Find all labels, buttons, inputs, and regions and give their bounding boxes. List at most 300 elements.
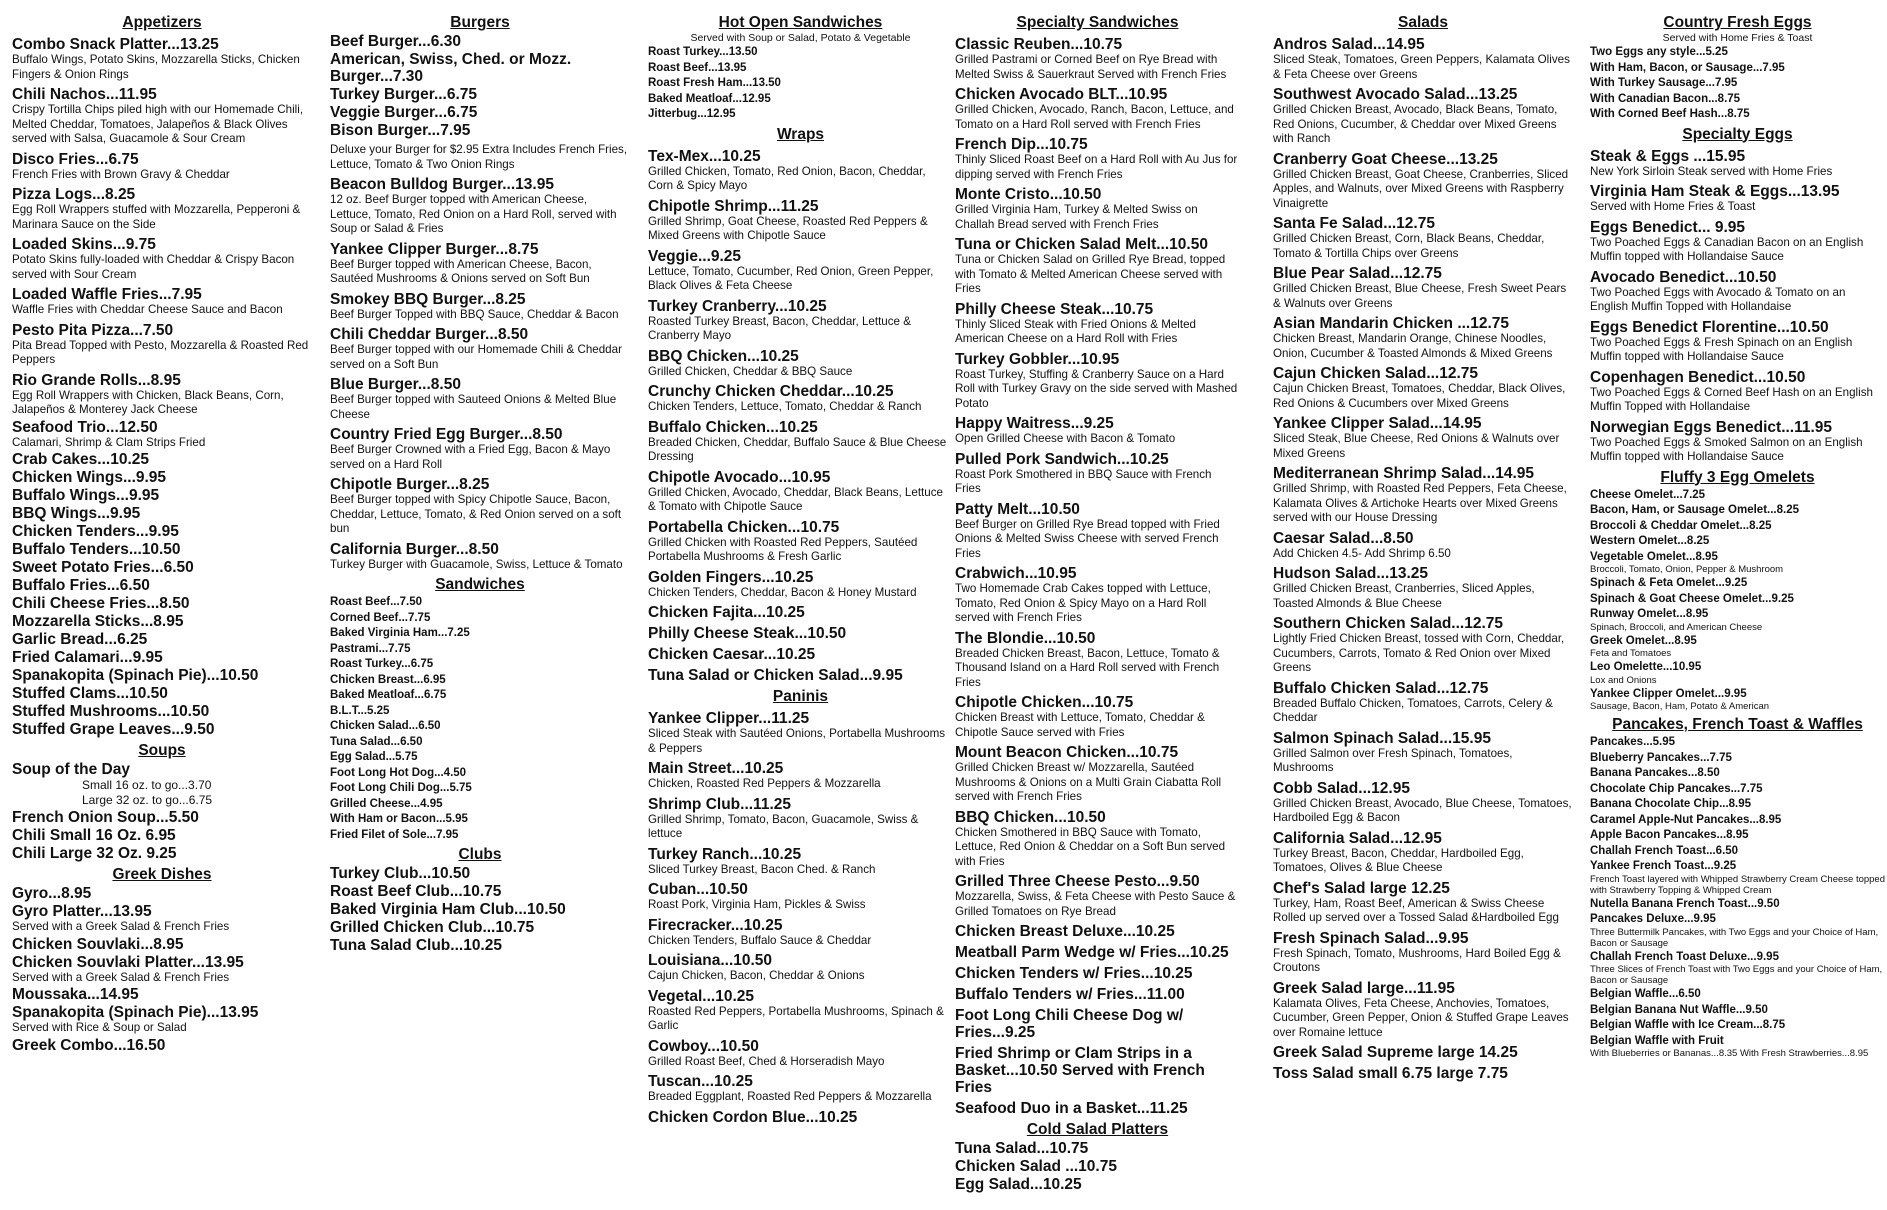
menu-item bbox=[1590, 797, 1885, 812]
menu-item-name: Tuna Salad Club...10.25 bbox=[330, 937, 502, 954]
menu-item bbox=[1590, 592, 1885, 607]
menu-item-description: Roast Pork, Virginia Ham, Pickles & Swiss bbox=[648, 898, 866, 911]
menu-item-name: Greek Salad Supreme large 14.25 bbox=[1273, 1044, 1518, 1061]
menu-item-description: Turkey Burger with Guacamole, Swiss, Lettuce & Tomato bbox=[330, 557, 623, 571]
section-title: Specialty Sandwiches bbox=[1016, 14, 1179, 31]
menu-item bbox=[955, 86, 1240, 132]
menu-item-description: Lightly Fried Chicken Breast, tossed with Corn, Cheddar, Cucumbers, Carrots, Tomato & Red Onion over Mixed Greens bbox=[1273, 632, 1565, 674]
menu-item bbox=[330, 797, 630, 812]
menu-item bbox=[12, 487, 312, 504]
menu-item bbox=[1590, 503, 1885, 518]
menu-item bbox=[955, 1045, 1240, 1096]
menu-item-name: Foot Long Chili Dog...5.75 bbox=[330, 782, 472, 794]
menu-item-name: Belgian Banana Nut Waffle...9.50 bbox=[1590, 1003, 1768, 1016]
menu-item-name: Virginia Ham Steak & Eggs...13.95 bbox=[1590, 183, 1840, 200]
menu-item bbox=[12, 721, 312, 738]
menu-item-name: Roast Turkey...6.75 bbox=[330, 658, 434, 670]
menu-item bbox=[12, 761, 312, 778]
menu-item-name: Chipotle Burger...8.25 bbox=[330, 476, 490, 493]
menu-item-name: Veggie...9.25 bbox=[648, 247, 742, 265]
menu-section bbox=[648, 126, 953, 685]
menu-item bbox=[1273, 980, 1573, 1041]
menu-item-name: Norwegian Eggs Benedict...11.95 bbox=[1590, 418, 1833, 436]
menu-item bbox=[1273, 830, 1573, 876]
menu-item-name: Greek Omelet...8.95 bbox=[1590, 634, 1697, 647]
menu-item-name: With Canadian Bacon...8.75 bbox=[1590, 92, 1741, 105]
menu-item bbox=[1590, 534, 1885, 549]
menu-item bbox=[12, 613, 312, 630]
menu-item-name: Baked Virginia Ham Club...10.50 bbox=[330, 901, 566, 918]
menu-item-description: Grilled Pastrami or Corned Beef on Rye Bread with Melted Swiss & Sauerkraut Served with French Fries bbox=[955, 53, 1227, 81]
menu-item-name: Buffalo Tenders...10.50 bbox=[12, 541, 181, 558]
menu-item bbox=[1590, 550, 1885, 576]
menu-item-name: Chicken Avocado BLT...10.95 bbox=[955, 86, 1168, 103]
menu-item-name: Belgian Waffle with Ice Cream...8.75 bbox=[1590, 1019, 1786, 1031]
menu-item-name: Turkey Cranberry...10.25 bbox=[648, 297, 827, 315]
menu-item-description: Breaded Buffalo Chicken, Tomatoes, Carrots, Celery & Cheddar bbox=[1273, 696, 1553, 724]
menu-column-5 bbox=[1273, 10, 1573, 1082]
menu-item bbox=[330, 883, 630, 900]
menu-item-name: Eggs Benedict... 9.95 bbox=[1590, 218, 1746, 236]
menu-section bbox=[330, 846, 630, 954]
section-title: Hot Open Sandwiches bbox=[718, 14, 883, 31]
menu-item bbox=[330, 642, 630, 657]
menu-item bbox=[330, 241, 630, 287]
menu-item-name: Meatball Parm Wedge w/ Fries...10.25 bbox=[955, 944, 1229, 961]
menu-item bbox=[1273, 315, 1573, 361]
menu-item bbox=[1590, 607, 1885, 633]
menu-item-name: Pancakes...5.95 bbox=[1590, 736, 1676, 748]
menu-item-name: Apple Bacon Pancakes...8.95 bbox=[1590, 829, 1749, 841]
menu-item-name: Grilled Three Cheese Pesto...9.50 bbox=[955, 873, 1200, 890]
menu-item-name: Chef's Salad large 12.25 bbox=[1273, 879, 1450, 897]
section-title: Pancakes, French Toast & Waffles bbox=[1612, 716, 1863, 733]
menu-item-description: Buffalo Wings, Potato Skins, Mozzarella Sticks, Chicken Fingers & Onion Rings bbox=[12, 53, 300, 81]
menu-item bbox=[1590, 107, 1885, 122]
menu-item bbox=[12, 667, 312, 684]
section-title: Clubs bbox=[458, 846, 502, 863]
menu-item-name: With Corned Beef Hash...8.75 bbox=[1590, 108, 1750, 120]
menu-item bbox=[12, 986, 312, 1003]
section-title: Cold Salad Platters bbox=[1026, 1121, 1169, 1138]
menu-item-description: French Fries with Brown Gravy & Cheddar bbox=[12, 167, 230, 181]
menu-item bbox=[330, 611, 630, 626]
menu-item bbox=[955, 36, 1240, 82]
menu-section bbox=[330, 143, 630, 572]
menu-item-name: California Salad...12.95 bbox=[1273, 829, 1442, 847]
menu-item-name: Leo Omelette...10.95 bbox=[1590, 661, 1702, 673]
menu-item bbox=[648, 881, 953, 913]
menu-item-name: Main Street...10.25 bbox=[648, 760, 784, 777]
menu-item-name: Bison Burger...7.95 bbox=[330, 122, 471, 139]
menu-item-name: Veggie Burger...6.75 bbox=[330, 104, 478, 121]
menu-item bbox=[648, 796, 953, 842]
menu-item-description: Add Chicken 4.5- Add Shrimp 6.50 bbox=[1273, 546, 1451, 560]
menu-item bbox=[12, 541, 312, 558]
menu-item bbox=[955, 186, 1240, 232]
menu-item-name: Roast Fresh Ham...13.50 bbox=[648, 77, 781, 89]
section-title: Appetizers bbox=[122, 14, 202, 31]
menu-item bbox=[648, 988, 953, 1034]
menu-item-name: Portabella Chicken...10.75 bbox=[648, 518, 840, 536]
menu-item-description: Two Homemade Crab Cakes topped with Lettuce, Tomato, Red Onion & Spicy Mayo on a Hard Roll served with French Fries bbox=[955, 582, 1211, 624]
menu-item bbox=[330, 750, 630, 765]
menu-column-2 bbox=[330, 10, 630, 954]
menu-item-name: Classic Reuben...10.75 bbox=[955, 36, 1123, 53]
menu-item-description: Waffle Fries with Cheddar Cheese Sauce and Bacon bbox=[12, 303, 283, 316]
menu-item-name: Loaded Waffle Fries...7.95 bbox=[12, 286, 202, 303]
menu-item-name: Sweet Potato Fries...6.50 bbox=[12, 559, 194, 576]
menu-item-description: Grilled Chicken with Roasted Red Peppers, Sautéed Portabella Mushrooms & Fresh Garlic bbox=[648, 535, 918, 563]
menu-item-name: Moussaka...14.95 bbox=[12, 986, 139, 1003]
menu-item-description: Cajun Chicken, Bacon, Cheddar & Onions bbox=[648, 969, 865, 982]
menu-item bbox=[1273, 1044, 1573, 1061]
menu-item bbox=[330, 541, 630, 573]
menu-item bbox=[330, 176, 630, 237]
menu-item-description: Grilled Chicken Breast, Goat Cheese, Cranberries, Sliced Apples, and Walnuts, over Mixed Greens with Raspberry Vinaigrette bbox=[1273, 167, 1569, 210]
menu-item-name: Baked Meatloaf...6.75 bbox=[330, 689, 447, 701]
menu-item bbox=[955, 986, 1240, 1003]
menu-item bbox=[12, 236, 312, 282]
menu-item bbox=[955, 501, 1240, 562]
menu-item-name: Cranberry Goat Cheese...13.25 bbox=[1273, 150, 1498, 168]
section-title: Sandwiches bbox=[435, 576, 525, 593]
menu-item-name: Cajun Chicken Salad...12.75 bbox=[1273, 365, 1479, 382]
menu-item-description: Pita Bread Topped with Pesto, Mozzarella & Roasted Red Peppers bbox=[12, 338, 309, 366]
menu-item bbox=[955, 694, 1240, 740]
menu-item bbox=[1590, 950, 1885, 987]
menu-item-name: With Ham or Bacon...5.95 bbox=[330, 813, 468, 825]
menu-item-name: Bacon, Ham, or Sausage Omelet...8.25 bbox=[1590, 504, 1799, 516]
menu-item-description: Mozzarella, Swiss, & Feta Cheese with Pesto Sauce & Grilled Tomatoes on Rye Bread bbox=[955, 890, 1236, 918]
menu-item bbox=[330, 51, 630, 85]
menu-item-description: French Toast layered with Whipped Strawberry Cream Cheese topped with Strawberry Topping & Whipped Cream bbox=[1590, 873, 1885, 896]
menu-item-name: Blue Burger...8.50 bbox=[330, 376, 461, 393]
menu-item bbox=[1590, 813, 1885, 828]
menu-item bbox=[1590, 45, 1885, 60]
menu-item-description: Grilled Shrimp, Tomato, Bacon, Guacamole, Swiss & lettuce bbox=[648, 812, 919, 840]
menu-item-name: Avocado Benedict...10.50 bbox=[1590, 268, 1777, 286]
menu-item bbox=[1273, 465, 1573, 526]
menu-item bbox=[330, 828, 630, 843]
menu-item-description: Crispy Tortilla Chips piled high with our Homemade Chili, Melted Cheddar, Tomatoes, Jalapeños & Black Olives served with Salsa, Guacamole & Sour Cream bbox=[12, 103, 304, 145]
menu-item bbox=[330, 937, 630, 954]
menu-item bbox=[330, 812, 630, 827]
menu-item-name: Gyro Platter...13.95 bbox=[12, 903, 152, 920]
menu-item bbox=[648, 469, 953, 515]
menu-item-name: Roast Beef...7.50 bbox=[330, 596, 423, 608]
menu-item bbox=[648, 1038, 953, 1070]
menu-item-description: Roasted Red Peppers, Portabella Mushrooms, Spinach & Garlic bbox=[648, 1004, 944, 1032]
menu-item bbox=[330, 865, 630, 882]
menu-item-name: Steak & Eggs ...15.95 bbox=[1590, 147, 1746, 165]
menu-item bbox=[12, 595, 312, 612]
menu-item-description: Served with a Greek Salad & French Fries bbox=[12, 920, 230, 933]
menu-item-name: Vegetable Omelet...8.95 bbox=[1590, 550, 1718, 563]
menu-item-description: Beef Burger topped with American Cheese, Bacon, Sautéed Mushrooms & Onions served on Soft Bun bbox=[330, 257, 592, 285]
menu-item-name: Firecracker...10.25 bbox=[648, 916, 783, 934]
menu-item-description: Two Poached Eggs & Smoked Salmon on an English Muffin topped with Hollandaise Sauce bbox=[1590, 435, 1863, 463]
menu-item bbox=[1273, 615, 1573, 676]
menu-item-description: Served with a Greek Salad & French Fries bbox=[12, 970, 230, 984]
menu-item-name: Stuffed Grape Leaves...9.50 bbox=[12, 721, 215, 738]
menu-item-name: Spanakopita (Spinach Pie)...10.50 bbox=[12, 667, 259, 684]
menu-item-name: BBQ Wings...9.95 bbox=[12, 505, 141, 522]
menu-item bbox=[12, 954, 312, 986]
menu-item-name: Buffalo Tenders w/ Fries...11.00 bbox=[955, 986, 1185, 1003]
menu-item-name: Chipotle Shrimp...11.25 bbox=[648, 197, 819, 215]
menu-item bbox=[330, 326, 630, 372]
menu-item-name: Pesto Pita Pizza...7.50 bbox=[12, 321, 174, 339]
menu-item-name: Andros Salad...14.95 bbox=[1273, 36, 1425, 53]
menu-item bbox=[12, 286, 312, 318]
menu-item bbox=[1590, 660, 1885, 686]
menu-item bbox=[12, 559, 312, 576]
menu-item-description: Grilled Chicken, Tomato, Red Onion, Bacon, Cheddar, Corn & Spicy Mayo bbox=[648, 164, 926, 192]
menu-item-name: Runway Omelet...8.95 bbox=[1590, 608, 1709, 620]
menu-item-description: Grilled Chicken Breast, Cranberries, Sliced Apples, Toasted Almonds & Blue Cheese bbox=[1273, 582, 1535, 610]
menu-item-description: Chicken Breast with Lettuce, Tomato, Cheddar & Chipotle Sauce served with Fries bbox=[955, 711, 1205, 739]
menu-item-name: Belgian Waffle with Fruit bbox=[1590, 1034, 1724, 1047]
menu-item-name: Chili Cheddar Burger...8.50 bbox=[330, 326, 529, 343]
menu-item-name: Fresh Spinach Salad...9.95 bbox=[1273, 929, 1469, 947]
menu-item-description: Calamari, Shrimp & Clam Strips Fried bbox=[12, 435, 206, 449]
menu-item-description: Roast Turkey, Stuffing & Cranberry Sauce on a Hard Roll with Turkey Gravy on the side served with Mashed Potato bbox=[955, 367, 1238, 410]
menu-item-name: Challah French Toast Deluxe...9.95 bbox=[1590, 950, 1779, 963]
menu-item-name: Buffalo Fries...6.50 bbox=[12, 577, 150, 594]
menu-item-name: Roast Turkey...13.50 bbox=[648, 46, 758, 58]
menu-item-description: Thinly Sliced Steak with Fried Onions & Melted American Cheese on a Hard Roll with Fries bbox=[955, 317, 1196, 345]
menu-item bbox=[330, 719, 630, 734]
menu-item-description: Grilled Chicken Breast, Corn, Black Beans, Cheddar, Tomato & Tortilla Chips over Greens bbox=[1273, 232, 1545, 260]
menu-item-name: Pancakes Deluxe...9.95 bbox=[1590, 913, 1716, 925]
menu-item-description: Two Poached Eggs & Fresh Spinach on an English Muffin topped with Hollandaise Sauce bbox=[1590, 335, 1853, 363]
menu-item bbox=[1590, 912, 1885, 949]
menu-item-name: Yankee French Toast...9.25 bbox=[1590, 860, 1737, 872]
menu-item-name: Yankee Clipper Omelet...9.95 bbox=[1590, 687, 1747, 700]
menu-item bbox=[1273, 565, 1573, 611]
menu-item bbox=[330, 476, 630, 537]
section-subtitle: Served with Home Fries & Toast bbox=[1662, 32, 1813, 44]
menu-item bbox=[1273, 365, 1573, 411]
menu-item bbox=[12, 577, 312, 594]
menu-item bbox=[12, 827, 312, 844]
menu-item bbox=[648, 604, 953, 621]
menu-item-name: Spanakopita (Spinach Pie)...13.95 bbox=[12, 1004, 259, 1021]
menu-item-name: Grilled Chicken Club...10.75 bbox=[330, 919, 535, 936]
menu-item bbox=[955, 136, 1240, 182]
menu-item bbox=[648, 625, 953, 642]
menu-item bbox=[648, 519, 953, 565]
menu-item bbox=[1273, 265, 1573, 311]
menu-item-name: Toss Salad small 6.75 large 7.75 bbox=[1273, 1065, 1508, 1082]
menu-item-name: Stuffed Clams...10.50 bbox=[12, 685, 168, 702]
menu-item-name: Chicken Breast Deluxe...10.25 bbox=[955, 923, 1175, 940]
menu-item-name: Blueberry Pancakes...7.75 bbox=[1590, 751, 1732, 764]
menu-item bbox=[12, 451, 312, 468]
menu-item-description: New York Sirloin Steak served with Home Fries bbox=[1590, 164, 1833, 178]
menu-section bbox=[955, 1121, 1240, 1193]
menu-item-description: Turkey, Ham, Roast Beef, American & Swiss Cheese Rolled up served over a Tossed Salad &Hardboiled Egg bbox=[1273, 896, 1559, 924]
menu-item bbox=[1590, 897, 1885, 912]
menu-item-name: Pastrami...7.75 bbox=[330, 642, 411, 655]
section-title: Soups bbox=[138, 742, 186, 759]
section-title: Wraps bbox=[776, 125, 825, 143]
menu-item-description: Egg Roll Wrappers stuffed with Mozzarella, Pepperoni & Marinara Sauce on the Side bbox=[12, 203, 301, 231]
menu-column-4 bbox=[955, 10, 1240, 1193]
menu-item bbox=[12, 649, 312, 666]
menu-item bbox=[330, 291, 630, 323]
menu-item bbox=[1273, 730, 1573, 776]
menu-item bbox=[1590, 76, 1885, 91]
menu-item bbox=[12, 1037, 312, 1054]
menu-item bbox=[648, 92, 953, 107]
menu-item bbox=[330, 426, 630, 472]
menu-item-description: Beef Burger topped with our Homemade Chili & Cheddar served on a Soft Bun bbox=[330, 343, 622, 371]
menu-item-description: Beef Burger topped with Sauteed Onions & Melted Blue Cheese bbox=[330, 393, 617, 421]
menu-item-name: Tuna Salad...6.50 bbox=[330, 735, 423, 748]
menu-item bbox=[955, 630, 1240, 691]
menu-item-name: Vegetal...10.25 bbox=[648, 987, 754, 1005]
section-title: Burgers bbox=[450, 14, 510, 31]
menu-item-name: Greek Salad large...11.95 bbox=[1273, 979, 1455, 997]
menu-item bbox=[12, 631, 312, 648]
menu-item bbox=[955, 923, 1240, 940]
menu-item bbox=[955, 1100, 1240, 1117]
menu-item-name: California Burger...8.50 bbox=[330, 540, 499, 558]
menu-item-description: Two Poached Eggs & Canadian Bacon on an English Muffin topped with Hollandaise Sauce bbox=[1590, 235, 1864, 263]
menu-item-description: Sliced Steak, Tomatoes, Green Peppers, Kalamata Olives & Feta Cheese over Greens bbox=[1273, 53, 1570, 81]
menu-item-name: Tuna or Chicken Salad Melt...10.50 bbox=[955, 236, 1208, 253]
menu-item bbox=[648, 710, 953, 756]
menu-item-name: Nutella Banana French Toast...9.50 bbox=[1590, 897, 1780, 910]
menu-item bbox=[12, 505, 312, 522]
menu-item-description: Grilled Chicken, Avocado, Ranch, Bacon, Lettuce, and Tomato on a Hard Roll served with French Fries bbox=[955, 103, 1234, 131]
section-title: Paninis bbox=[772, 688, 829, 705]
menu-section bbox=[1590, 126, 1885, 465]
menu-item bbox=[1273, 1065, 1573, 1082]
menu-item bbox=[1273, 86, 1573, 147]
menu-item-name: Santa Fe Salad...12.75 bbox=[1273, 215, 1435, 232]
menu-item-description: Grilled Shrimp, Goat Cheese, Roasted Red Peppers & Mixed Greens with Chipotle Sauce bbox=[648, 214, 928, 242]
menu-item-name: Banana Chocolate Chip...8.95 bbox=[1590, 798, 1752, 810]
menu-section bbox=[1590, 469, 1885, 713]
menu-item bbox=[1273, 780, 1573, 826]
menu-item-name: Broccoli & Cheddar Omelet...8.25 bbox=[1590, 519, 1772, 532]
menu-item-name: Chicken Cordon Blue...10.25 bbox=[648, 1108, 858, 1126]
menu-item bbox=[1590, 319, 1885, 365]
menu-item bbox=[648, 148, 953, 194]
menu-item bbox=[1590, 1018, 1885, 1033]
menu-item bbox=[955, 351, 1240, 412]
menu-item-name: Pulled Pork Sandwich...10.25 bbox=[955, 450, 1169, 468]
menu-section bbox=[648, 14, 953, 122]
menu-item-description: Grilled Roast Beef, Ched & Horseradish Mayo bbox=[648, 1054, 885, 1068]
menu-item-name: Spinach & Goat Cheese Omelet...9.25 bbox=[1590, 592, 1794, 605]
menu-item-description: Chicken Smothered in BBQ Sauce with Tomato, Lettuce, Red Onion & Cheddar on a Soft Bun served with Fries bbox=[955, 825, 1226, 868]
menu-item-name: Chicken Souvlaki...8.95 bbox=[12, 935, 184, 953]
menu-item-description: Grilled Chicken Breast, Avocado, Blue Cheese, Tomatoes, Hardboiled Egg & Bacon bbox=[1273, 796, 1572, 824]
menu-item bbox=[12, 703, 312, 720]
menu-item bbox=[1590, 987, 1885, 1002]
menu-section bbox=[12, 419, 312, 739]
menu-item bbox=[330, 376, 630, 422]
menu-item-name: Tuscan...10.25 bbox=[648, 1073, 753, 1090]
menu-item-name: Louisiana...10.50 bbox=[648, 952, 773, 969]
menu-item-description: Cajun Chicken Breast, Tomatoes, Cheddar, Black Olives, Red Onions & Cucumbers over Mixed Greens bbox=[1273, 382, 1566, 410]
section-title: Country Fresh Eggs bbox=[1663, 14, 1812, 31]
menu-item-description: Two Poached Eggs with Avocado & Tomato on an English Muffin Topped with Hollandaise bbox=[1590, 285, 1846, 313]
menu-item-description: Breaded Chicken Breast, Bacon, Lettuce, Tomato & Thousand Island on a Hard Roll served with French Fries bbox=[955, 646, 1220, 689]
menu-item bbox=[955, 565, 1240, 626]
menu-item bbox=[12, 186, 312, 232]
section-title: Greek Dishes bbox=[112, 866, 212, 883]
menu-item bbox=[1590, 1034, 1885, 1060]
menu-item-description: With Blueberries or Bananas...8.35 With Fresh Strawberries...8.95 bbox=[1590, 1048, 1869, 1059]
menu-item-name: Foot Long Chili Cheese Dog w/ Fries...9.25 bbox=[955, 1007, 1184, 1041]
menu-item bbox=[1590, 576, 1885, 591]
menu-item-name: Monte Cristo...10.50 bbox=[955, 186, 1102, 203]
menu-item bbox=[648, 846, 953, 878]
menu-item-description: Thinly Sliced Roast Beef on a Hard Roll with Au Jus for dipping served with French Fries bbox=[955, 153, 1238, 181]
menu-item-name: Garlic Bread...6.25 bbox=[12, 631, 148, 648]
menu-item bbox=[330, 781, 630, 796]
menu-item-name: Beef Burger...6.30 bbox=[330, 33, 461, 50]
menu-item-name: Country Fried Egg Burger...8.50 bbox=[330, 426, 563, 443]
menu-item bbox=[330, 626, 630, 641]
menu-section bbox=[955, 14, 1240, 1117]
menu-item-name: Fried Filet of Sole...7.95 bbox=[330, 828, 459, 841]
menu-item-description: Potato Skins fully-loaded with Cheddar & Crispy Bacon served with Sour Cream bbox=[12, 253, 295, 281]
menu-item-name: Roast Beef Club...10.75 bbox=[330, 883, 502, 900]
menu-item bbox=[1273, 680, 1573, 726]
menu-item-description: Beef Burger Crowned with a Fried Egg, Bacon & Mayo served on a Hard Roll bbox=[330, 443, 611, 471]
menu-item bbox=[1590, 766, 1885, 781]
menu-item bbox=[330, 104, 630, 121]
menu-item-description: 12 oz. Beef Burger topped with American Cheese, Lettuce, Tomato, Red Onion on a Hard Roll, served with Soup or Salad & Fries bbox=[330, 193, 617, 235]
menu-item bbox=[648, 383, 953, 415]
menu-item bbox=[12, 1004, 312, 1036]
menu-item-description: Kalamata Olives, Feta Cheese, Anchovies, Tomatoes, Cucumber, Green Pepper, Onion & Stuffed Grape Leaves over Romaine lettuce bbox=[1273, 996, 1569, 1039]
menu-item-description: Lox and Onions bbox=[1590, 674, 1657, 686]
menu-item bbox=[648, 198, 953, 244]
menu-item bbox=[648, 1109, 953, 1126]
soup-size-row: Small 16 oz. to go...3.70 bbox=[82, 778, 212, 792]
menu-item-description: Sliced Turkey Breast, Bacon Ched. & Ranch bbox=[648, 862, 876, 876]
menu-item bbox=[648, 667, 953, 684]
menu-item-name: Philly Cheese Steak...10.50 bbox=[648, 625, 847, 642]
menu-item-name: Yankee Clipper Burger...8.75 bbox=[330, 240, 539, 258]
menu-item-name: B.L.T...5.25 bbox=[330, 704, 390, 717]
menu-item bbox=[12, 86, 312, 147]
menu-item bbox=[12, 523, 312, 540]
menu-item-name: Happy Waitress...9.25 bbox=[955, 415, 1114, 432]
menu-item-name: Chipotle Chicken...10.75 bbox=[955, 694, 1134, 711]
menu-item-name: Loaded Skins...9.75 bbox=[12, 236, 156, 253]
menu-item-description: Spinach, Broccoli, and American Cheese bbox=[1590, 621, 1763, 633]
menu-item bbox=[12, 885, 312, 902]
menu-item-name: Chicken Tenders w/ Fries...10.25 bbox=[955, 965, 1193, 982]
menu-item-description: Served with Home Fries & Toast bbox=[1590, 200, 1756, 213]
menu-item-name: Baked Meatloaf...12.95 bbox=[648, 92, 771, 105]
menu-item bbox=[1273, 36, 1573, 82]
menu-item bbox=[330, 657, 630, 672]
menu-section bbox=[1273, 14, 1573, 1082]
menu-item bbox=[330, 86, 630, 103]
menu-item-name: Mediterranean Shrimp Salad...14.95 bbox=[1273, 465, 1535, 482]
menu-item-name: Seafood Trio...12.50 bbox=[12, 418, 158, 436]
menu-item bbox=[648, 348, 953, 380]
